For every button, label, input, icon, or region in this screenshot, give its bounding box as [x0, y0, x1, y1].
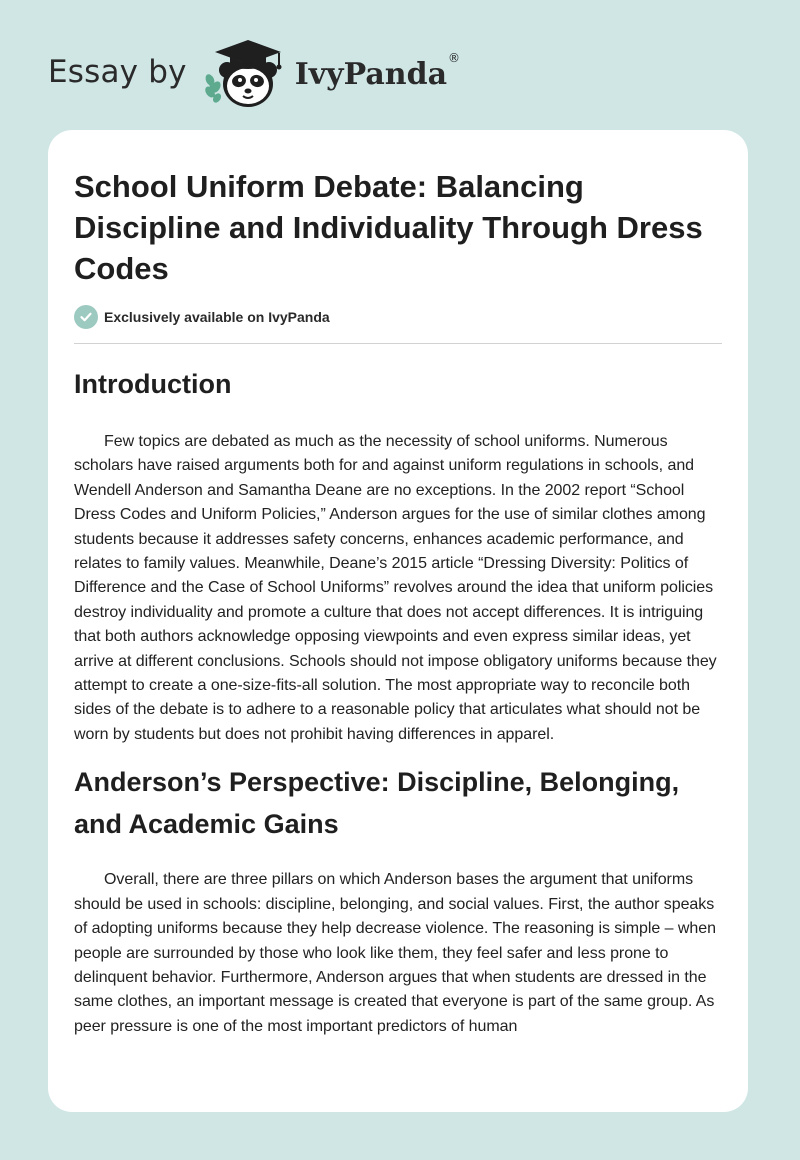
panda-logo-icon [201, 32, 293, 112]
exclusive-label: Exclusively available on IvyPanda [104, 309, 330, 325]
essay-card [48, 130, 748, 1112]
site-brand[interactable] [48, 32, 460, 112]
exclusive-badge [74, 305, 722, 329]
registered-mark: ® [448, 51, 461, 65]
brand-name: IvyPanda [294, 56, 448, 92]
check-circle-icon [74, 305, 98, 329]
section-paragraph-introduction: Few topics are debated as much as the necessity of school uniforms. Numerous scholars have raised arguments both for and against uniform regulations in schools, and Wendell Anderson and Samantha Deane are no exceptions. In the 2002 report “School Dress Codes and Uniform Policies,” Anderson argues for the use of similar clothes among students because it addresses safety concerns, enhances academic performance, and relates to family values. Meanwhile, Deane’s 2015 article “Dressing Diversity: Politics of Difference and the Case of School Uniforms” revolves around the idea that uniform policies destroy individuality and promote a culture that does not accept differences. It is intriguing that both authors acknowledge opposing viewpoints and even express similar ideas, yet arrive at different conclusions. Schools should not impose obligatory uniforms because they attempt to create a one-size-fits-all solution. The most appropriate way to reconcile both sides of the debate is to adhere to a reasonable policy that articulates what should not be worn by students but does not prohibit having differences in apparel. [74, 433, 717, 743]
section-heading-introduction: Introduction [74, 369, 232, 399]
title-divider [74, 343, 722, 344]
page-title: School Uniform Debate: Balancing Discipline and Individuality Through Dress Codes [74, 169, 703, 286]
section-heading-anderson: Anderson’s Perspective: Discipline, Belonging, and Academic Gains [74, 767, 680, 840]
section-paragraph-anderson: Overall, there are three pillars on which Anderson bases the argument that uniforms should be used in schools: discipline, belonging, and social values. First, the author speaks of adopting uniforms because they help decrease violence. The reasoning is simple – when people are surrounded by those who look like them, they feel safer and less prone to delinquent behavior. Furthermore, Anderson argues that when students are dressed in the same clothes, an important message is created that everyone is part of the same group. As peer pressure is one of the most important predictors of human [74, 871, 716, 1035]
essay-by-label: Essay by [48, 54, 187, 90]
